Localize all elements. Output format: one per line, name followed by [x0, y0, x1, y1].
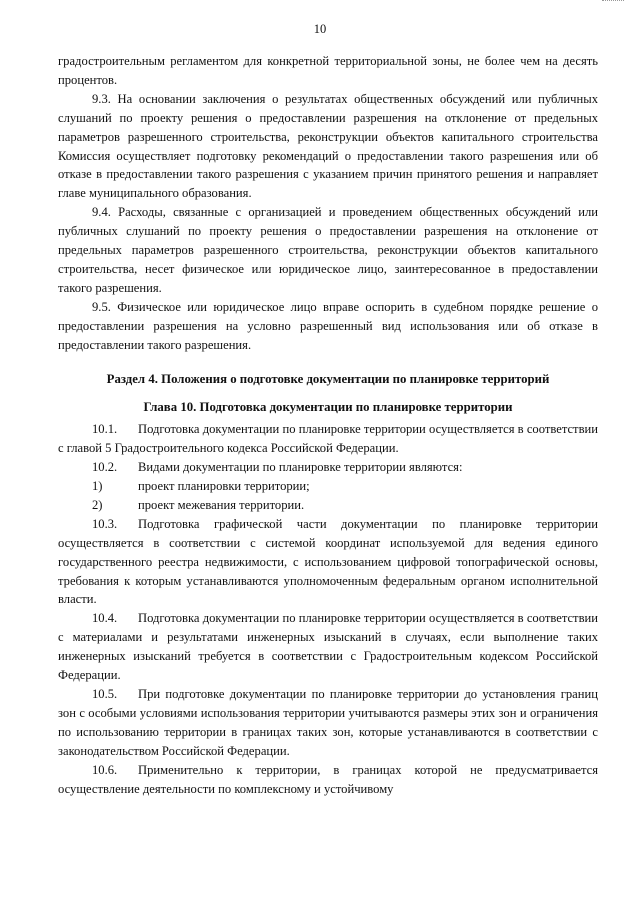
- paragraph-text: Подготовка документации по планировке территории осуществляется в соответствии с главой 5 Градостроительного кодекса Российской Федерации.: [58, 422, 598, 456]
- paragraph-number: 10.3.: [92, 516, 118, 531]
- paragraph-number: 10.6.: [92, 762, 118, 777]
- paragraph-10-1: [58, 420, 598, 458]
- section-heading: Раздел 4. Положения о подготовке документации по планировке территорий: [106, 371, 550, 386]
- list-number: 2): [92, 497, 103, 512]
- list-text: проект планировки территории;: [138, 479, 310, 494]
- paragraph-text: Подготовка графической части документации по планировке территории осуществляется в соответствии с системой координат используемой для ведения единого государственного реестра недвижимости, с использованием цифровой топографической основы, требования к которым устанавливаются уполномоченным федеральным органом исполнительной власти.: [58, 516, 598, 607]
- list-number: 1): [92, 479, 103, 494]
- paragraph-number: 10.4.: [92, 611, 118, 626]
- paragraph-10-3: [58, 515, 598, 610]
- paragraph-9-5: 9.5. Физическое или юридическое лицо вправе оспорить в судебном порядке решение о предоставлении разрешения на условно разрешенный вид использования или об отказе в предоставлении такого разрешения.: [58, 299, 598, 352]
- paragraph-text: Применительно к территории, в границах которой не предусматривается осуществление деятельности по комплексному и устойчивому: [58, 762, 598, 796]
- paragraph-text: Подготовка документации по планировке территории осуществляется в соответствии с материалами и результатами инженерных изысканий в случаях, если выполнение таких инженерных изысканий требуется в соответствии с Градостроительным кодексом Российской Федерации.: [58, 611, 598, 683]
- paragraph-number: 10.5.: [92, 687, 118, 701]
- paragraph-9-4: 9.4. Расходы, связанные с организацией и проведением общественных обсуждений или публичных слушаний по проекту решения о предоставлении разрешения на отклонение от предельных параметров разрешенного строительства, реконструкции объектов капитального строительства, несет физическое или юридическое лицо, заинтересованное в предоставлении такого разрешения.: [58, 205, 598, 295]
- chapter-heading: Глава 10. Подготовка документации по планировке территории: [143, 400, 513, 415]
- paragraph-10-5: [58, 685, 598, 761]
- page-number: 10: [313, 22, 327, 36]
- paragraph-number: 10.1.: [92, 422, 118, 437]
- paragraph-10-4: [58, 609, 598, 685]
- paragraph-text: Видами документации по планировке территории являются:: [138, 460, 463, 475]
- list-text: проект межевания территории.: [138, 497, 305, 512]
- paragraph-10-2: [58, 458, 598, 477]
- list-item: [58, 477, 598, 496]
- scan-edge-mark: [602, 0, 624, 5]
- paragraph-number: 10.2.: [92, 460, 118, 475]
- paragraph-continued: градостроительным регламентом для конкретной территориальной зоны, не более чем на десять процентов.: [58, 54, 598, 87]
- paragraph-10-6: [58, 761, 598, 799]
- paragraph-9-3: 9.3. На основании заключения о результатах общественных обсуждений или публичных слушаний по проекту решения о предоставлении разрешения на отклонение от предельных параметров разрешенного строительства, реконструкции объектов капитального строительства Комиссия осуществляет подготовку рекомендаций о предоставлении такого разрешения или об отказе в предоставлении такого разрешения с указанием причин принятого решения и направляет главе муниципального образования.: [58, 91, 598, 201]
- paragraph-text: При подготовке документации по планировке территории до установления границ зон с особыми условиями использования территории учитываются размеры этих зон и ограничения по использованию территории в границах таких зон, которые устанавливаются в соответствии с законодательством Российской Федерации.: [58, 687, 598, 758]
- document-body: [58, 52, 598, 798]
- list-item: [58, 496, 598, 515]
